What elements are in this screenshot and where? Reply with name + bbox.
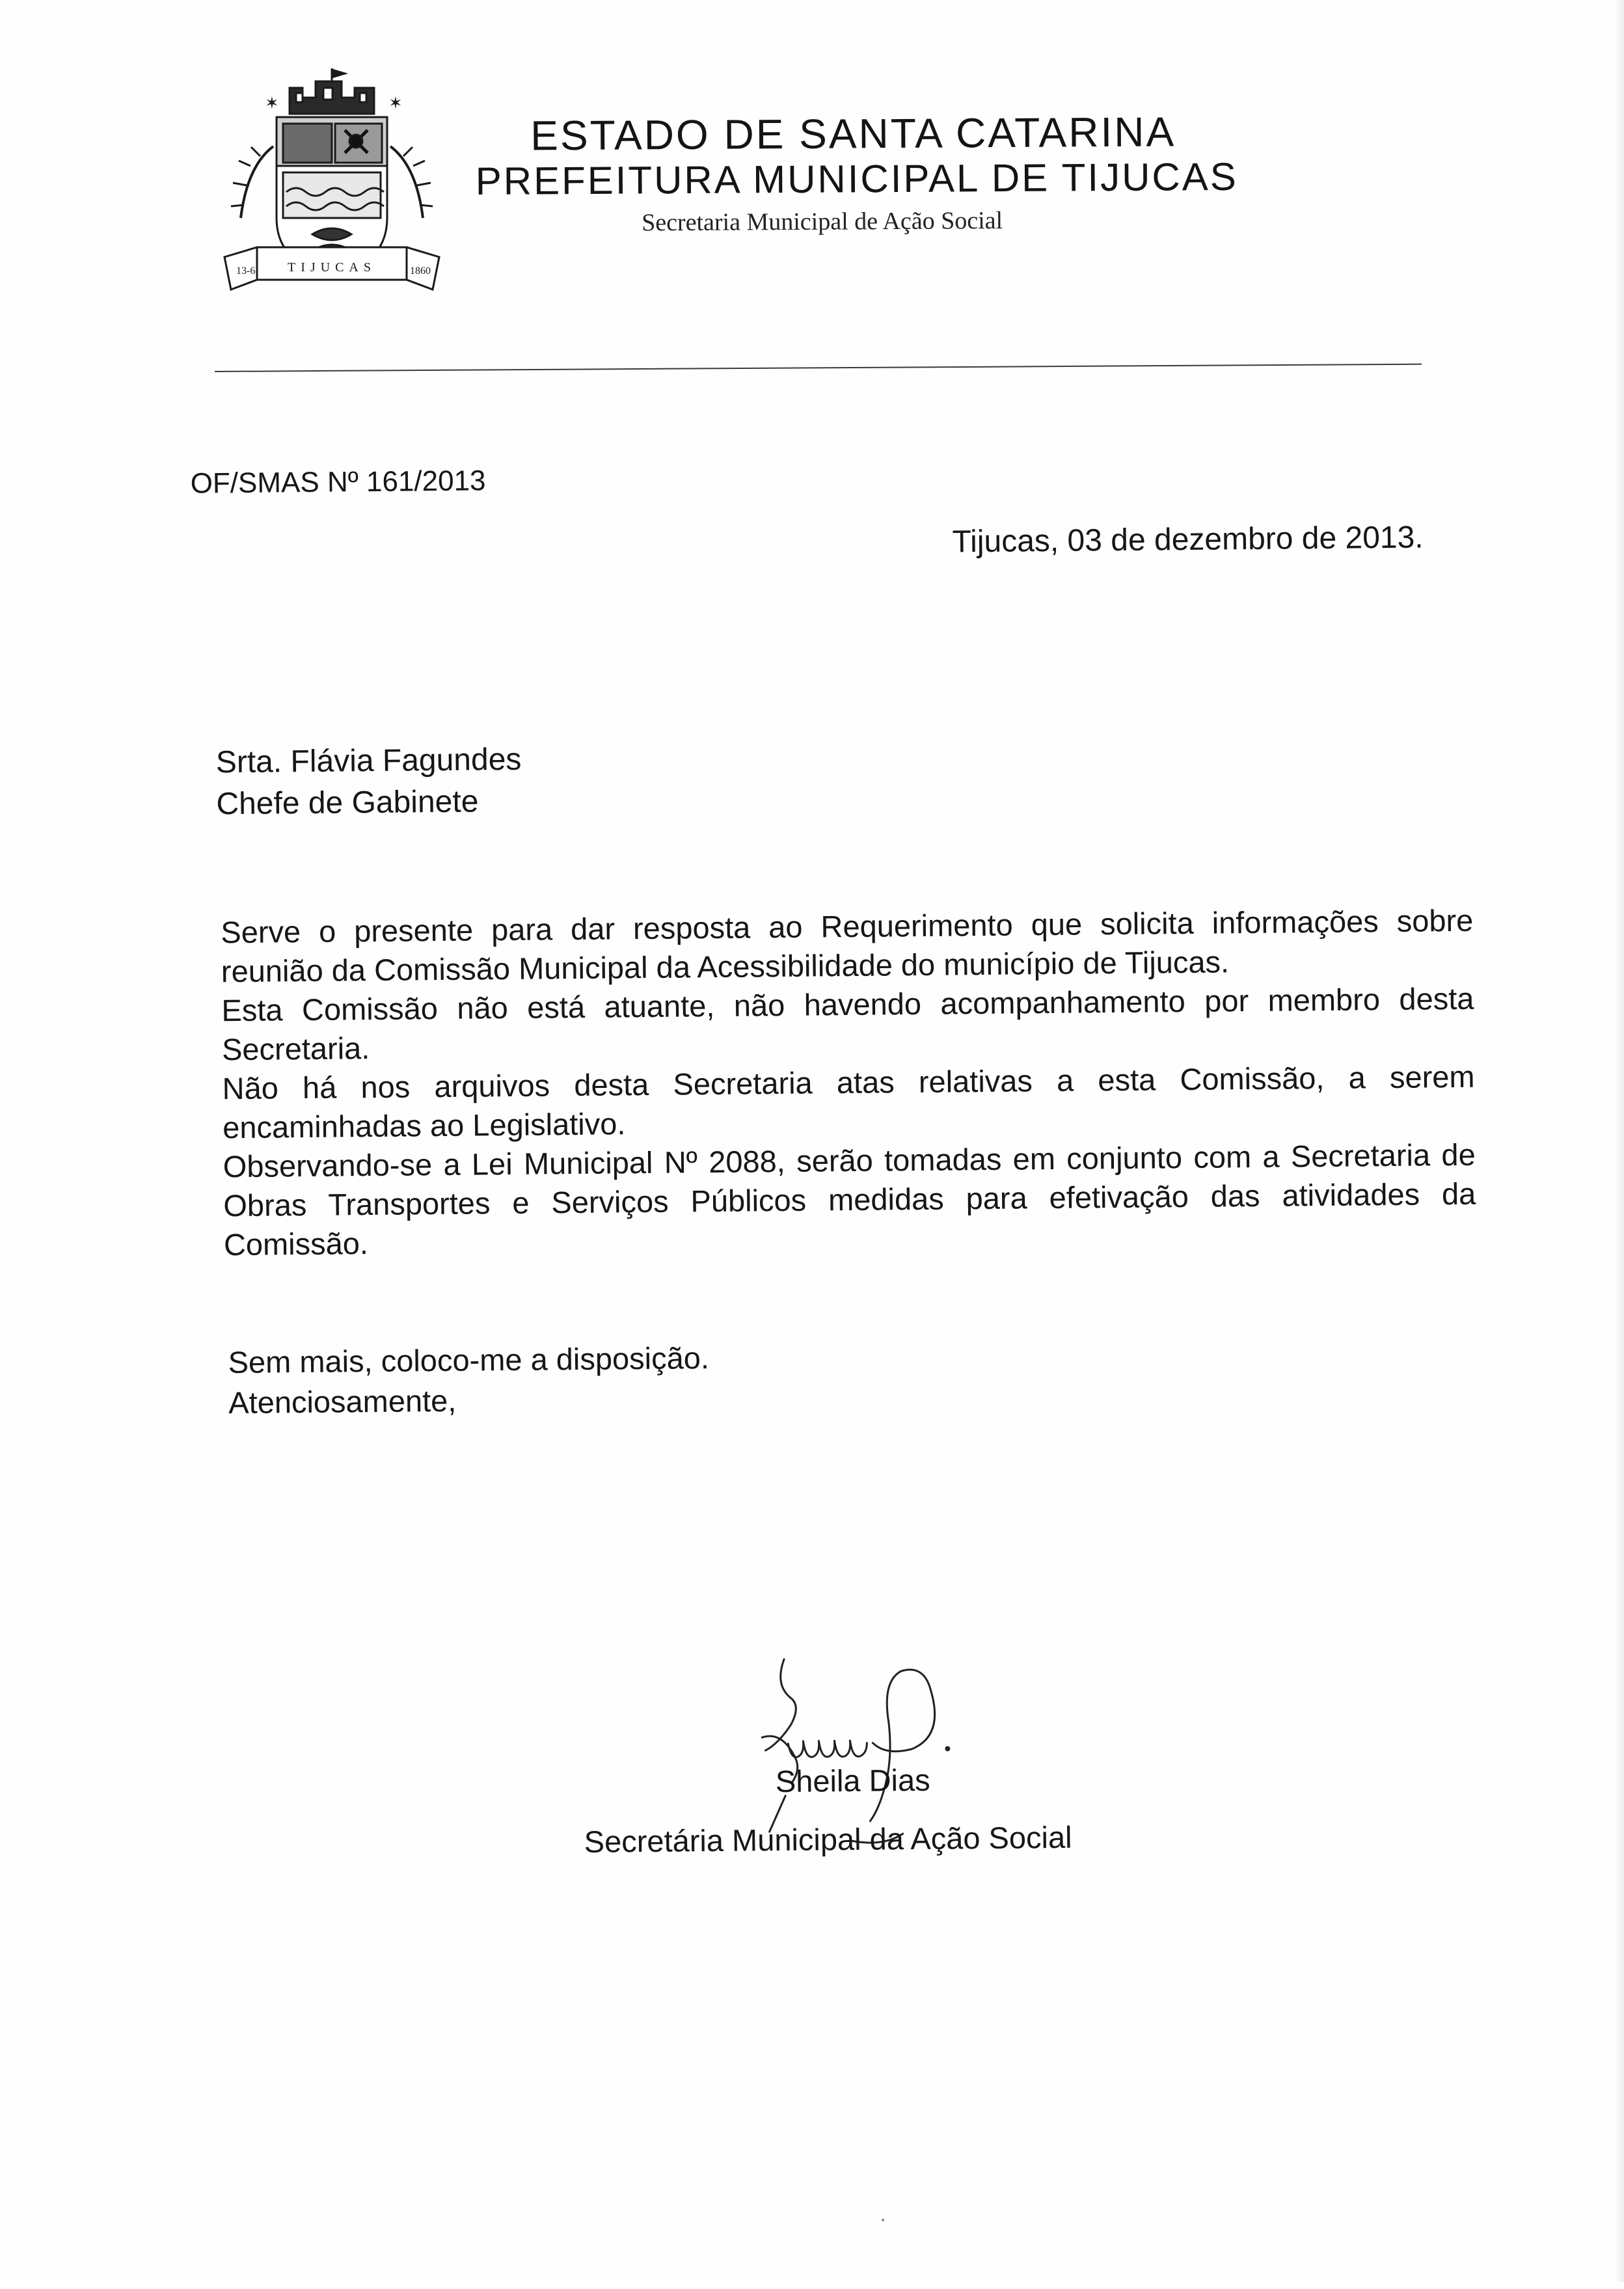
letterhead-state: ESTADO DE SANTA CATARINA <box>530 108 1176 159</box>
scan-speck <box>882 2219 884 2221</box>
signer-name: Sheila Dias <box>775 1762 930 1799</box>
letterhead-city-hall: PREFEITURA MUNICIPAL DE TIJUCAS <box>475 154 1238 203</box>
body-paragraph-1: Serve o presente para dar resposta ao Requerimento que solicita informações sobre reunião da Comissão Municipal da Acessibilidade do município de Tijucas. <box>221 902 1474 989</box>
recipient-name: Srta. Flávia Fagundes <box>215 742 522 780</box>
crest-motto: TIJUCAS <box>287 260 377 275</box>
body-paragraph-3: Não há nos arquivos desta Secretaria atas relativas a esta Comissão, a serem encaminhadas ao Legislativo. <box>222 1059 1475 1145</box>
body-paragraph-2: Esta Comissão não está atuante, não havendo acompanhamento por membro desta Secretaria. <box>221 981 1474 1067</box>
crest-year-right: 1860 <box>410 265 431 277</box>
letter-reference: OF/SMAS Nº 161/2013 <box>190 465 486 500</box>
svg-text:✶: ✶ <box>388 93 403 113</box>
letterhead-department: Secretaria Municipal de Ação Social <box>641 207 1003 237</box>
recipient-title: Chefe de Gabinete <box>216 784 479 822</box>
letter-body <box>221 901 1476 1264</box>
crest-year-left: 13-6 <box>236 265 256 277</box>
letter-date: Tijucas, 03 de dezembro de 2013. <box>952 520 1424 560</box>
closing-line: Sem mais, coloco-me a disposição. <box>228 1340 710 1380</box>
letter-closing <box>228 1338 709 1423</box>
salutation: Atenciosamente, <box>228 1383 457 1420</box>
signer-role: Secretária Municipal da Ação Social <box>584 1819 1072 1859</box>
body-paragraph-4: Observando-se a Lei Municipal Nº 2088, serão tomadas em conjunto com a Secretaria de Obras Transportes e Serviços Públicos medidas para efetivação das atividades da Comissão. <box>223 1137 1476 1262</box>
svg-text:✶: ✶ <box>265 93 279 113</box>
